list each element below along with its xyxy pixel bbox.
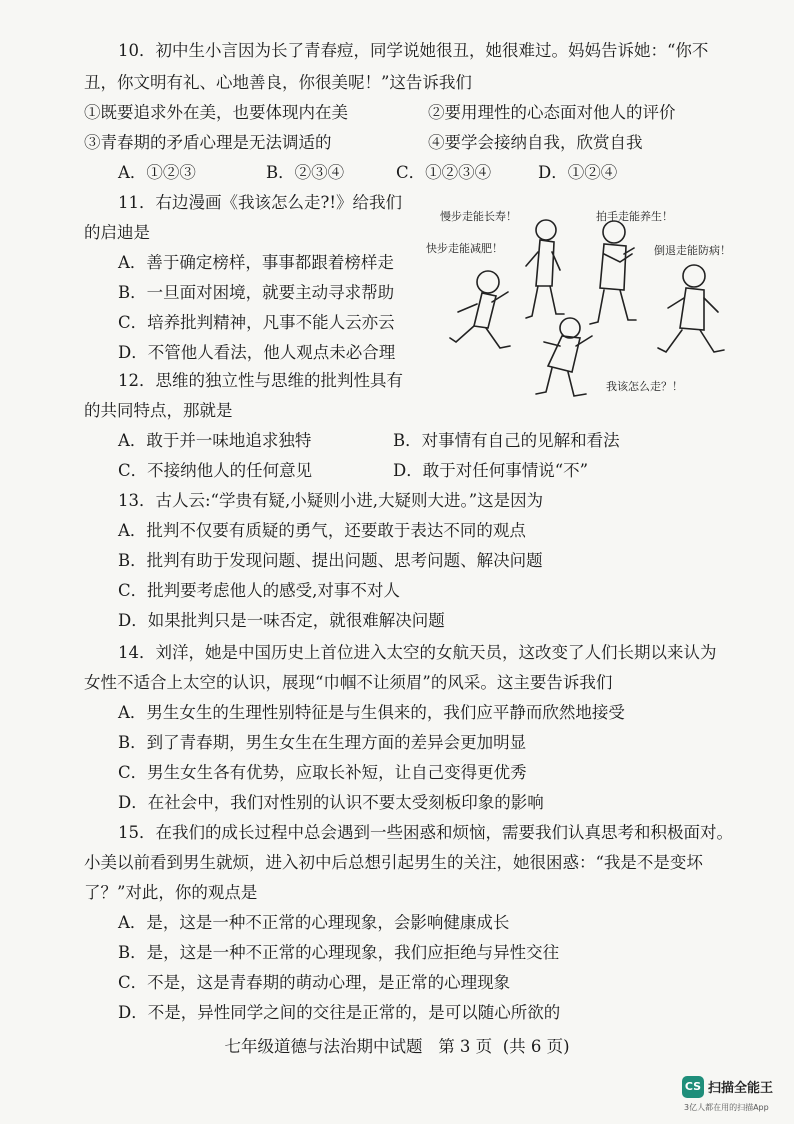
q10-option-d: D．①②④	[538, 163, 618, 182]
q13-option-d: D．如果批判只是一味否定，就很难解决问题	[118, 611, 445, 630]
q15-stem-line1: 15．在我们的成长过程中总会遇到一些困惑和烦恼，需要我们认真思考和积极面对。	[118, 823, 733, 842]
q10-option-a: A．①②③	[118, 163, 196, 182]
camscanner-logo-icon: CS	[682, 1076, 704, 1098]
q15-option-a: A．是，这是一种不正常的心理现象，会影响健康成长	[118, 913, 510, 932]
q10-option-b: B．②③④	[266, 163, 345, 182]
q12-option-c: C．不接纳他人的任何意见	[118, 461, 313, 480]
cartoon-how-should-i-walk	[422, 196, 762, 406]
bubble-slow-walk: 慢步走能长寿！	[440, 210, 517, 223]
q13-option-a: A．批判不仅要有质疑的勇气，还要敢于表达不同的观点	[118, 521, 526, 540]
q11-option-b: B．一旦面对困境，就要主动寻求帮助	[118, 283, 395, 302]
q14-option-d: D．在社会中，我们对性别的认识不要太受刻板印象的影响	[118, 793, 544, 812]
footer-total: (共 6 页)	[502, 1037, 570, 1056]
bubble-how-should-i-walk: 我该怎么走？！	[606, 380, 683, 393]
q11-option-c: C．培养批判精神，凡事不能人云亦云	[118, 313, 395, 332]
q12-option-d: D．敢于对任何事情说“不”	[393, 461, 589, 480]
q10-statement-3: ③青春期的矛盾心理是无法调适的	[84, 133, 332, 152]
q15-stem-line3: 了？”对此，你的观点是	[84, 883, 258, 902]
q13-option-b: B．批判有助于发现问题、提出问题、思考问题、解决问题	[118, 551, 543, 570]
q15-option-b: B．是，这是一种不正常的心理现象，我们应拒绝与异性交往	[118, 943, 560, 962]
cartoon-illustration	[422, 196, 762, 406]
q10-statement-1: ①既要追求外在美，也要体现内在美	[84, 103, 348, 122]
q10-statement-4: ④要学会接纳自我，欣赏自我	[428, 133, 643, 152]
q10-option-c: C．①②③④	[396, 163, 492, 182]
footer-page: 第 3 页	[438, 1037, 493, 1056]
q10-statement-2: ②要用理性的心态面对他人的评价	[428, 103, 676, 122]
q14-option-a: A．男生女生的生理性别特征是与生俱来的，我们应平静而欣然地接受	[118, 703, 625, 722]
q11-stem-line2: 的启迪是	[84, 223, 150, 242]
q12-stem-line1: 12．思维的独立性与思维的批判性具有	[118, 371, 403, 390]
bubble-backward-walk: 倒退走能防病！	[654, 244, 731, 257]
watermark-name: 扫描全能王	[708, 1081, 774, 1096]
q14-option-c: C．男生女生各有优势，应取长补短，让自己变得更优秀	[118, 763, 527, 782]
footer-title: 七年级道德与法治期中试题	[224, 1037, 423, 1056]
q15-option-c: C．不是，这是青春期的萌动心理，是正常的心理现象	[118, 973, 511, 992]
q13-option-c: C．批判要考虑他人的感受,对事不对人	[118, 581, 400, 600]
scanner-watermark	[682, 1076, 790, 1116]
page-footer	[0, 1034, 794, 1060]
q14-option-b: B．到了青春期，男生女生在生理方面的差异会更加明显	[118, 733, 527, 752]
q14-stem-line2: 女性不适合上太空的认识，展现“巾帼不让须眉”的风采。这主要告诉我们	[84, 673, 613, 692]
q10-stem-line1: 10．初中生小言因为长了青春痘，同学说她很丑，她很难过。妈妈告诉她：“你不	[118, 41, 709, 60]
bubble-clap-walk: 拍手走能养生！	[596, 210, 673, 223]
q12-stem-line2: 的共同特点，那就是	[84, 401, 233, 420]
q12-option-b: B．对事情有自己的见解和看法	[393, 431, 620, 450]
q14-stem-line1: 14．刘洋，她是中国历史上首位进入太空的女航天员，这改变了人们长期以来认为	[118, 643, 717, 662]
watermark-tagline: 3亿人都在用的扫描App	[684, 1103, 769, 1112]
q11-stem-line1: 11．右边漫画《我该怎么走?!》给我们	[118, 193, 402, 212]
q15-option-d: D．不是，异性同学之间的交往是正常的，是可以随心所欲的	[118, 1003, 561, 1022]
q11-option-d: D．不管他人看法，他人观点未必合理	[118, 343, 396, 362]
q10-stem-line2: 丑，你文明有礼、心地善良，你很美呢！”这告诉我们	[84, 73, 472, 92]
bubble-fast-walk: 快步走能减肥！	[426, 242, 503, 255]
q15-stem-line2: 小美以前看到男生就烦，进入初中后总想引起男生的关注，她很困惑：“我是不是变坏	[84, 853, 703, 872]
q11-option-a: A．善于确定榜样，事事都跟着榜样走	[118, 253, 394, 272]
q12-option-a: A．敢于并一味地追求独特	[118, 431, 312, 450]
q13-stem: 13．古人云:“学贵有疑,小疑则小进,大疑则大进。”这是因为	[118, 491, 544, 510]
